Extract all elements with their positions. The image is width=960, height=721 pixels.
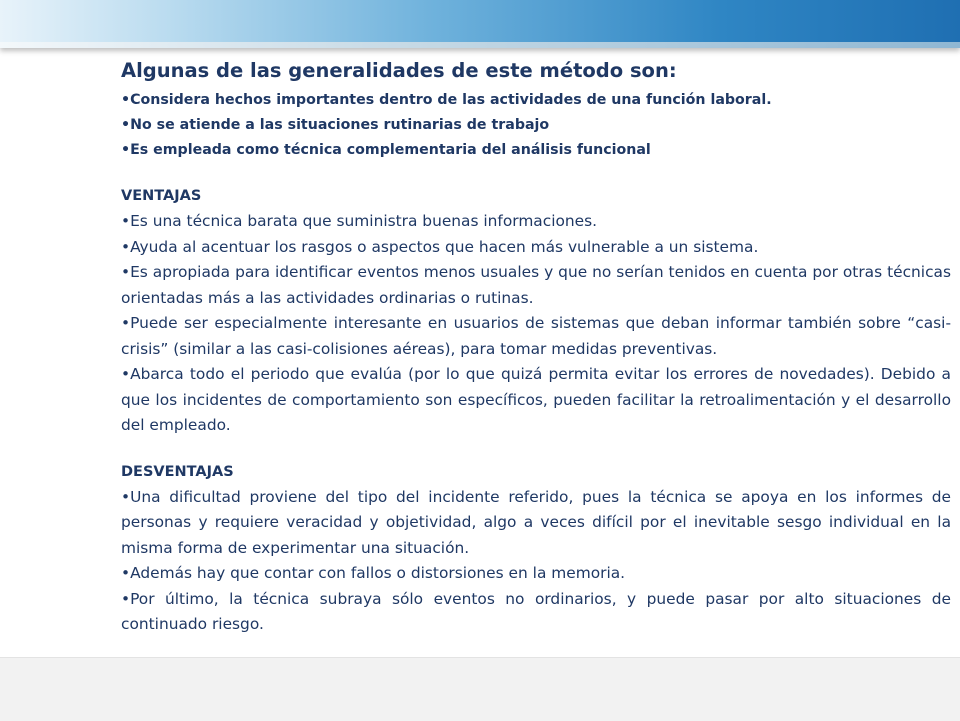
slide-heading: Algunas de las generalidades de este método son: [121,59,677,82]
ventaja-item: •Abarca todo el periodo que evalúa (por lo que quizá permita evitar los errores de novedades). Debido a que los incidentes de comportamiento son específicos, pueden facilitar la retroalimentación y el desarrollo del empleado. [121,365,951,434]
desventaja-item: •Por último, la técnica subraya sólo eventos no ordinarios, y puede pasar por alto situaciones de continuado riesgo. [121,589,951,633]
top-banner [0,0,960,48]
ventaja-item: •Es apropiada para identificar eventos menos usuales y que no serían tenidos en cuenta por otras técnicas orientadas más a las actividades ordinarias o rutinas. [121,263,951,307]
spacer [121,439,951,460]
generalidades-list [121,88,951,163]
ventaja-item: •Ayuda al acentuar los rasgos o aspectos que hacen más vulnerable a un sistema. [121,237,759,256]
ventajas-list [121,209,951,439]
desventaja-item: •Una dificultad proviene del tipo del incidente referido, pues la técnica se apoya en los informes de personas y requiere veracidad y objetividad, algo a veces difícil por el inevitable sesgo individual en la misma forma de experimentar una situación. [121,487,951,557]
ventaja-item: •Es una técnica barata que suministra buenas informaciones. [121,212,598,230]
desventaja-item: •Además hay que contar con fallos o distorsiones en la memoria. [121,564,626,582]
ventajas-title: VENTAJAS [121,188,202,204]
generalidad-item: •Es empleada como técnica complementaria del análisis funcional [121,142,651,158]
slide-content [121,56,951,638]
generalidad-item: •Considera hechos importantes dentro de las actividades de una función laboral. [121,92,772,108]
desventajas-title: DESVENTAJAS [121,463,234,480]
ventaja-item: •Puede ser especialmente interesante en usuarios de sistemas que deban informar también sobre “casi-crisis” (similar a las casi-colisiones aéreas), para tomar medidas preventivas. [121,314,951,358]
spacer [121,163,951,184]
generalidad-item: •No se atiende a las situaciones rutinarias de trabajo [121,117,550,133]
bottom-band [0,657,960,721]
desventajas-list [121,485,951,638]
